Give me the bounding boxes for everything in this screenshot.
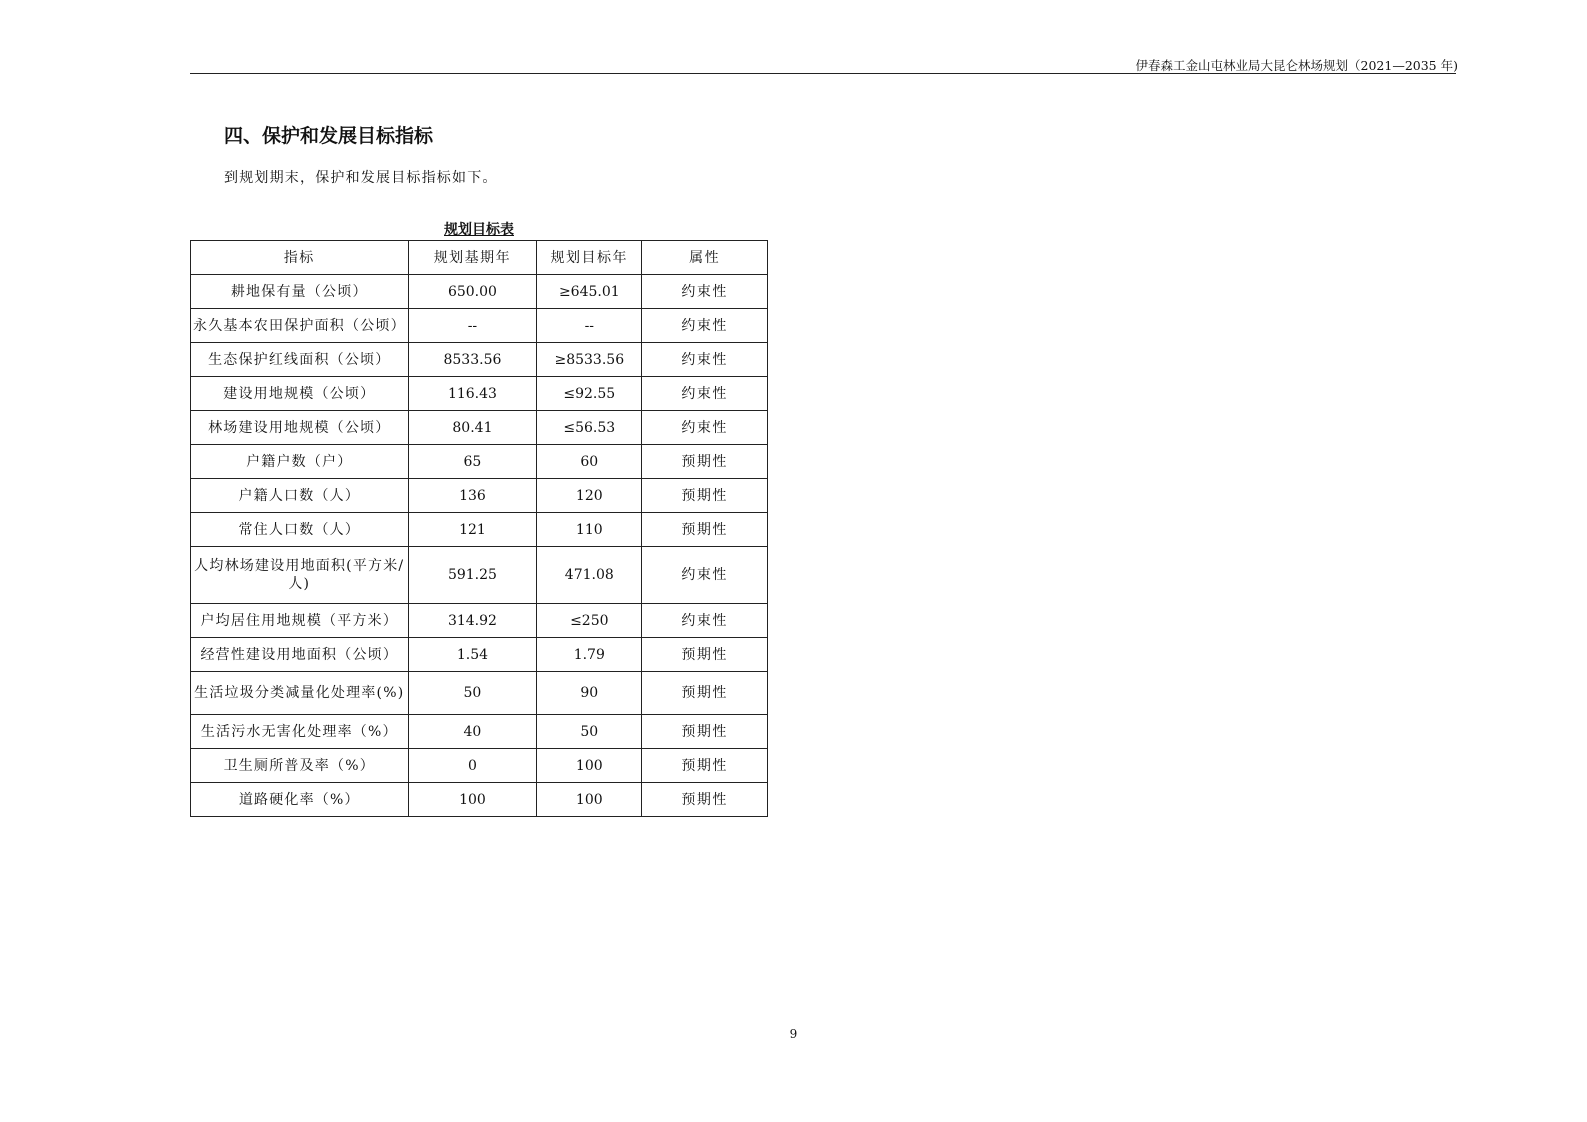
attribute-cell: 预期性 <box>642 638 768 672</box>
base-value-cell: 136 <box>408 479 537 513</box>
base-value-cell: 40 <box>408 715 537 749</box>
attribute-cell: 约束性 <box>642 275 768 309</box>
table-row <box>191 672 768 715</box>
base-value-cell: 314.92 <box>408 604 537 638</box>
attribute-cell: 约束性 <box>642 309 768 343</box>
base-value-cell: 116.43 <box>408 377 537 411</box>
attribute-cell: 约束性 <box>642 377 768 411</box>
base-value-cell: 1.54 <box>408 638 537 672</box>
attribute-cell: 约束性 <box>642 411 768 445</box>
base-value-cell: 650.00 <box>408 275 537 309</box>
indicator-cell: 户籍户数（户） <box>191 445 409 479</box>
base-value-cell: 65 <box>408 445 537 479</box>
table-row <box>191 479 768 513</box>
intro-paragraph: 到规划期末，保护和发展目标指标如下。 <box>224 170 498 186</box>
target-value-cell: ≥8533.56 <box>537 343 642 377</box>
base-value-cell: 50 <box>408 672 537 715</box>
indicator-cell: 卫生厕所普及率（%） <box>191 749 409 783</box>
table-row <box>191 547 768 604</box>
target-value-cell: 1.79 <box>537 638 642 672</box>
indicator-cell: 道路硬化率（%） <box>191 783 409 817</box>
target-value-cell: 100 <box>537 749 642 783</box>
base-value-cell: -- <box>408 309 537 343</box>
indicator-cell: 人均林场建设用地面积(平方米/人) <box>191 547 409 604</box>
target-value-cell: -- <box>537 309 642 343</box>
table-row <box>191 638 768 672</box>
base-value-cell: 0 <box>408 749 537 783</box>
planning-targets-table <box>190 240 768 817</box>
indicator-cell: 建设用地规模（公顷） <box>191 377 409 411</box>
header-rule <box>190 73 1456 74</box>
attribute-cell: 约束性 <box>642 604 768 638</box>
target-value-cell: ≤56.53 <box>537 411 642 445</box>
indicator-cell: 生态保护红线面积（公顷） <box>191 343 409 377</box>
table-row <box>191 275 768 309</box>
table-row <box>191 783 768 817</box>
base-value-cell: 591.25 <box>408 547 537 604</box>
indicator-cell: 生活污水无害化处理率（%） <box>191 715 409 749</box>
base-value-cell: 100 <box>408 783 537 817</box>
indicator-cell: 耕地保有量（公顷） <box>191 275 409 309</box>
indicator-cell: 林场建设用地规模（公顷） <box>191 411 409 445</box>
attribute-cell: 预期性 <box>642 479 768 513</box>
attribute-cell: 预期性 <box>642 783 768 817</box>
target-value-cell: 120 <box>537 479 642 513</box>
target-value-cell: ≤92.55 <box>537 377 642 411</box>
table-row <box>191 604 768 638</box>
col-header-attribute: 属性 <box>642 241 768 275</box>
col-header-base-year: 规划基期年 <box>408 241 537 275</box>
col-header-target-year: 规划目标年 <box>537 241 642 275</box>
table-row <box>191 343 768 377</box>
table-row <box>191 513 768 547</box>
base-value-cell: 80.41 <box>408 411 537 445</box>
attribute-cell: 预期性 <box>642 513 768 547</box>
indicator-cell: 户籍人口数（人） <box>191 479 409 513</box>
attribute-cell: 约束性 <box>642 343 768 377</box>
target-value-cell: 60 <box>537 445 642 479</box>
section-title: 四、保护和发展目标指标 <box>224 125 434 147</box>
target-value-cell: 110 <box>537 513 642 547</box>
table-caption: 规划目标表 <box>444 222 514 238</box>
base-value-cell: 8533.56 <box>408 343 537 377</box>
table-row <box>191 309 768 343</box>
target-value-cell: 90 <box>537 672 642 715</box>
table-row <box>191 411 768 445</box>
table-row <box>191 715 768 749</box>
col-header-indicator: 指标 <box>191 241 409 275</box>
attribute-cell: 预期性 <box>642 445 768 479</box>
indicator-cell: 户均居住用地规模（平方米） <box>191 604 409 638</box>
target-value-cell: 100 <box>537 783 642 817</box>
target-value-cell: ≤250 <box>537 604 642 638</box>
attribute-cell: 约束性 <box>642 547 768 604</box>
page-number: 9 <box>789 1027 798 1041</box>
indicator-cell: 永久基本农田保护面积（公顷） <box>191 309 409 343</box>
attribute-cell: 预期性 <box>642 715 768 749</box>
target-value-cell: ≥645.01 <box>537 275 642 309</box>
running-header: 伊春森工金山屯林业局大昆仑林场规划（2021—2035 年) <box>1135 58 1458 73</box>
table-row <box>191 377 768 411</box>
attribute-cell: 预期性 <box>642 672 768 715</box>
indicator-cell: 生活垃圾分类减量化处理率(%) <box>191 672 409 715</box>
table-row <box>191 749 768 783</box>
table-header-row <box>191 241 768 275</box>
base-value-cell: 121 <box>408 513 537 547</box>
target-value-cell: 471.08 <box>537 547 642 604</box>
indicator-cell: 经营性建设用地面积（公顷） <box>191 638 409 672</box>
target-value-cell: 50 <box>537 715 642 749</box>
attribute-cell: 预期性 <box>642 749 768 783</box>
table-row <box>191 445 768 479</box>
indicator-cell: 常住人口数（人） <box>191 513 409 547</box>
